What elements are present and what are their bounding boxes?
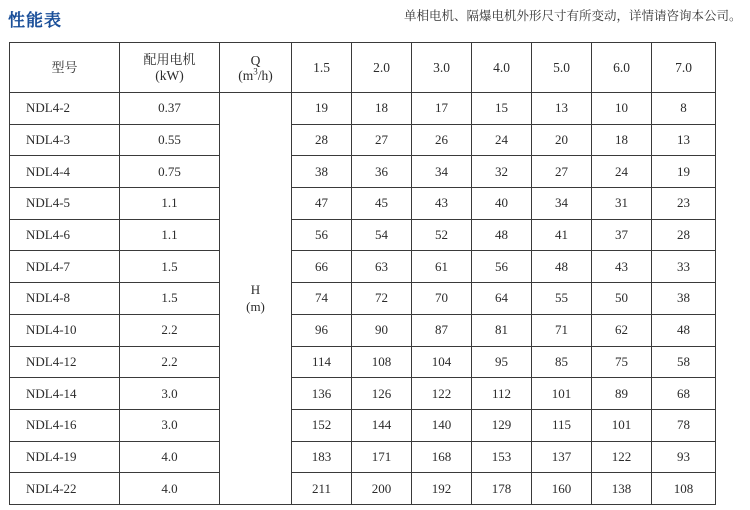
table-row xyxy=(10,441,716,473)
cell-head-value: 138 xyxy=(592,473,652,505)
header-flow-value: 3.0 xyxy=(412,43,472,93)
cell-head-value: 66 xyxy=(292,251,352,283)
cell-motor-kw: 4.0 xyxy=(120,473,220,505)
cell-head-value: 50 xyxy=(592,283,652,315)
cell-head-value: 63 xyxy=(352,251,412,283)
cell-model: NDL4-3 xyxy=(10,124,120,156)
table-header-row xyxy=(10,43,716,93)
cell-head-value: 211 xyxy=(292,473,352,505)
cell-head-value: 137 xyxy=(532,441,592,473)
cell-head-value: 28 xyxy=(292,124,352,156)
cell-head-value: 95 xyxy=(472,346,532,378)
cell-head-value: 48 xyxy=(652,314,716,346)
cell-model: NDL4-19 xyxy=(10,441,120,473)
cell-head-value: 31 xyxy=(592,188,652,220)
cell-motor-kw: 3.0 xyxy=(120,409,220,441)
cell-head-value: 18 xyxy=(352,93,412,125)
table-row xyxy=(10,188,716,220)
cell-head-value: 13 xyxy=(652,124,716,156)
cell-head-value: 108 xyxy=(352,346,412,378)
cell-model: NDL4-14 xyxy=(10,378,120,410)
cell-model: NDL4-16 xyxy=(10,409,120,441)
table-row xyxy=(10,219,716,251)
cell-head-value: 47 xyxy=(292,188,352,220)
cell-head-value: 24 xyxy=(592,156,652,188)
cell-head-value: 19 xyxy=(652,156,716,188)
cell-head-value: 93 xyxy=(652,441,716,473)
cell-head-value: 70 xyxy=(412,283,472,315)
cell-head-value: 28 xyxy=(652,219,716,251)
cell-head-value: 33 xyxy=(652,251,716,283)
table-row xyxy=(10,314,716,346)
cell-head-value: 36 xyxy=(352,156,412,188)
cell-head-value: 62 xyxy=(592,314,652,346)
cell-head-value: 19 xyxy=(292,93,352,125)
performance-table xyxy=(9,42,716,505)
cell-head-value: 126 xyxy=(352,378,412,410)
cell-head-value: 27 xyxy=(532,156,592,188)
cell-head-value: 75 xyxy=(592,346,652,378)
cell-motor-kw: 1.1 xyxy=(120,219,220,251)
header-flow-value: 1.5 xyxy=(292,43,352,93)
cell-head-value: 64 xyxy=(472,283,532,315)
cell-head-value: 27 xyxy=(352,124,412,156)
table-row xyxy=(10,409,716,441)
cell-head-value: 114 xyxy=(292,346,352,378)
cell-head-value: 40 xyxy=(472,188,532,220)
head-label-cell xyxy=(220,93,292,505)
cell-model: NDL4-5 xyxy=(10,188,120,220)
table-row xyxy=(10,156,716,188)
cell-head-value: 200 xyxy=(352,473,412,505)
cell-head-value: 38 xyxy=(292,156,352,188)
cell-motor-kw: 0.75 xyxy=(120,156,220,188)
cell-model: NDL4-22 xyxy=(10,473,120,505)
cell-motor-kw: 0.55 xyxy=(120,124,220,156)
cell-head-value: 38 xyxy=(652,283,716,315)
cell-head-value: 104 xyxy=(412,346,472,378)
cell-model: NDL4-7 xyxy=(10,251,120,283)
page-title: 性能表 xyxy=(8,11,62,31)
cell-model: NDL4-6 xyxy=(10,219,120,251)
cell-motor-kw: 4.0 xyxy=(120,441,220,473)
cell-motor-kw: 0.37 xyxy=(120,93,220,125)
head-label: H xyxy=(250,282,261,298)
cell-head-value: 171 xyxy=(352,441,412,473)
header-note: 单相电机、隔爆电机外形尺寸有所变动，详情请咨询本公司。 xyxy=(404,8,742,23)
cell-head-value: 20 xyxy=(532,124,592,156)
cell-head-value: 43 xyxy=(592,251,652,283)
header-flow-value: 6.0 xyxy=(592,43,652,93)
cell-head-value: 85 xyxy=(532,346,592,378)
cell-head-value: 89 xyxy=(592,378,652,410)
cell-head-value: 58 xyxy=(652,346,716,378)
cell-head-value: 37 xyxy=(592,219,652,251)
header-motor: 配用电机 (kW) xyxy=(120,43,220,93)
cell-head-value: 32 xyxy=(472,156,532,188)
cell-motor-kw: 2.2 xyxy=(120,314,220,346)
cell-head-value: 115 xyxy=(532,409,592,441)
header-flow-value: 5.0 xyxy=(532,43,592,93)
cell-head-value: 71 xyxy=(532,314,592,346)
cell-model: NDL4-2 xyxy=(10,93,120,125)
cell-head-value: 45 xyxy=(352,188,412,220)
cell-head-value: 96 xyxy=(292,314,352,346)
head-unit: (m) xyxy=(246,299,265,315)
cell-head-value: 101 xyxy=(532,378,592,410)
cell-motor-kw: 1.5 xyxy=(120,251,220,283)
cell-head-value: 68 xyxy=(652,378,716,410)
cell-head-value: 90 xyxy=(352,314,412,346)
cell-head-value: 81 xyxy=(472,314,532,346)
cell-motor-kw: 2.2 xyxy=(120,346,220,378)
cell-head-value: 72 xyxy=(352,283,412,315)
cell-head-value: 52 xyxy=(412,219,472,251)
cell-head-value: 56 xyxy=(292,219,352,251)
cell-head-value: 168 xyxy=(412,441,472,473)
cell-head-value: 23 xyxy=(652,188,716,220)
cell-head-value: 15 xyxy=(472,93,532,125)
cell-head-value: 140 xyxy=(412,409,472,441)
cell-head-value: 54 xyxy=(352,219,412,251)
cell-model: NDL4-8 xyxy=(10,283,120,315)
cell-head-value: 122 xyxy=(592,441,652,473)
table-row xyxy=(10,378,716,410)
cell-head-value: 61 xyxy=(412,251,472,283)
cell-head-value: 153 xyxy=(472,441,532,473)
cell-head-value: 112 xyxy=(472,378,532,410)
cell-head-value: 129 xyxy=(472,409,532,441)
cell-model: NDL4-4 xyxy=(10,156,120,188)
table-row xyxy=(10,283,716,315)
cell-motor-kw: 3.0 xyxy=(120,378,220,410)
table-row xyxy=(10,473,716,505)
cell-head-value: 122 xyxy=(412,378,472,410)
header-flow-value: 4.0 xyxy=(472,43,532,93)
cell-motor-kw: 1.5 xyxy=(120,283,220,315)
cell-head-value: 26 xyxy=(412,124,472,156)
cell-head-value: 34 xyxy=(532,188,592,220)
header-flow-q: Q $(m^3/h)$ xyxy=(220,43,292,93)
table-row xyxy=(10,93,716,125)
cell-head-value: 48 xyxy=(472,219,532,251)
cell-head-value: 183 xyxy=(292,441,352,473)
table-row xyxy=(10,251,716,283)
table-row xyxy=(10,124,716,156)
cell-head-value: 160 xyxy=(532,473,592,505)
cell-head-value: 17 xyxy=(412,93,472,125)
cell-head-value: 55 xyxy=(532,283,592,315)
cell-head-value: 87 xyxy=(412,314,472,346)
cell-head-value: 74 xyxy=(292,283,352,315)
cell-head-value: 78 xyxy=(652,409,716,441)
header-flow-value: 7.0 xyxy=(652,43,716,93)
cell-head-value: 144 xyxy=(352,409,412,441)
cell-model: NDL4-12 xyxy=(10,346,120,378)
cell-head-value: 10 xyxy=(592,93,652,125)
header-flow-value: 2.0 xyxy=(352,43,412,93)
cell-head-value: 108 xyxy=(652,473,716,505)
cell-model: NDL4-10 xyxy=(10,314,120,346)
cell-head-value: 56 xyxy=(472,251,532,283)
cell-motor-kw: 1.1 xyxy=(120,188,220,220)
header-model: 型号 xyxy=(10,43,120,93)
cell-head-value: 192 xyxy=(412,473,472,505)
cell-head-value: 43 xyxy=(412,188,472,220)
cell-head-value: 13 xyxy=(532,93,592,125)
cell-head-value: 18 xyxy=(592,124,652,156)
cell-head-value: 48 xyxy=(532,251,592,283)
cell-head-value: 41 xyxy=(532,219,592,251)
cell-head-value: 136 xyxy=(292,378,352,410)
table-row xyxy=(10,346,716,378)
cell-head-value: 178 xyxy=(472,473,532,505)
cell-head-value: 152 xyxy=(292,409,352,441)
cell-head-value: 101 xyxy=(592,409,652,441)
cell-head-value: 8 xyxy=(652,93,716,125)
cell-head-value: 24 xyxy=(472,124,532,156)
cell-head-value: 34 xyxy=(412,156,472,188)
